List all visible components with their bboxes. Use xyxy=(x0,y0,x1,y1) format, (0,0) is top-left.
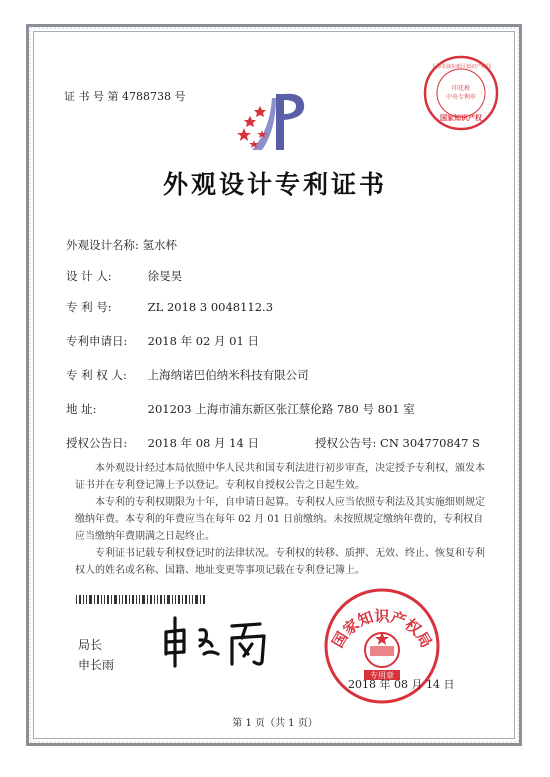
grant-date-row xyxy=(66,435,259,451)
svg-text:中央专利申: 中央专利申 xyxy=(445,94,477,101)
grant-number-row xyxy=(315,435,480,451)
address-label: 地 址: xyxy=(66,402,97,416)
grant-number-value: CN 304770847 S xyxy=(380,436,480,450)
design-name-label: 外观设计名称: xyxy=(66,238,139,252)
designer-label: 设 计 人: xyxy=(66,269,112,283)
patentee-row xyxy=(66,367,309,383)
director-title: 局长 xyxy=(78,638,103,652)
grant-date-value: 2018 年 08 月 14 日 xyxy=(147,436,259,450)
address-row xyxy=(66,401,415,417)
paragraph-term: 本专利的专利权期限为十年，自申请日起算。专利权人应当依照专利法及其实施细则规定缴纳年费。本专利的年费应当在每年 02 月 01 日前缴纳。未按照规定缴纳年费的，专利权自应当缴纳年费期满之日起终止。 xyxy=(75,497,485,542)
barcode-icon xyxy=(76,595,206,604)
patentee-value: 上海纳诺巴伯纳米科技有限公司 xyxy=(147,368,309,382)
address-value: 201203 上海市浦东新区张江蔡伦路 780 号 801 室 xyxy=(147,402,415,416)
patent-number-label: 专 利 号: xyxy=(66,300,112,314)
filing-date-value: 2018 年 02 月 01 日 xyxy=(147,334,259,348)
handwritten-signature-icon xyxy=(160,610,280,670)
filing-date-label: 专利申请日: xyxy=(66,334,128,348)
design-name-row xyxy=(66,237,177,253)
grant-date-label: 授权公告日: xyxy=(66,436,128,450)
certificate-title: 外观设计专利证书 xyxy=(162,170,387,199)
patentee-label: 专 利 权 人: xyxy=(66,368,127,382)
grant-number-label: 授权公告号: xyxy=(315,436,377,450)
seal-date: 2018 年 08 月 14 日 xyxy=(348,678,455,691)
svg-text:专用章: 专用章 xyxy=(370,671,394,680)
filing-date-row xyxy=(66,333,259,349)
branch-office-seal-icon xyxy=(422,54,500,132)
svg-text:国家知识产权: 国家知识产权 xyxy=(440,114,482,122)
patent-number-value: ZL 2018 3 0048112.3 xyxy=(147,300,274,314)
svg-text:国家知识产权局: 国家知识产权局 xyxy=(328,607,436,651)
designer-value: 徐旻昊 xyxy=(147,269,183,283)
design-name-value: 氢水杯 xyxy=(142,238,178,252)
cnipa-emblem-icon xyxy=(232,90,312,156)
director-name: 申长雨 xyxy=(78,658,115,672)
paragraph-grant: 本外观设计经过本局依照中华人民共和国专利法进行初步审查，决定授予专利权，颁发本证书并在专利登记簿上予以登记。专利权自授权公告之日起生效。 xyxy=(75,463,485,491)
page-footer: 第 1 页（共 1 页） xyxy=(232,718,318,729)
paragraph-legal-status: 专利证书记载专利权登记时的法律状况。专利权的转移、质押、无效、终止、恢复和专利权人的姓名或名称、国籍、地址变更等事项记载在专利登记簿上。 xyxy=(75,548,485,576)
certificate-number: 证 书 号 第 4788738 号 xyxy=(64,90,186,103)
patent-number-row xyxy=(66,299,273,315)
svg-text:上海市浦东新区知识产权局: 上海市浦东新区知识产权局 xyxy=(430,64,492,70)
svg-text:印花税: 印花税 xyxy=(451,85,471,92)
designer-row xyxy=(66,268,182,284)
